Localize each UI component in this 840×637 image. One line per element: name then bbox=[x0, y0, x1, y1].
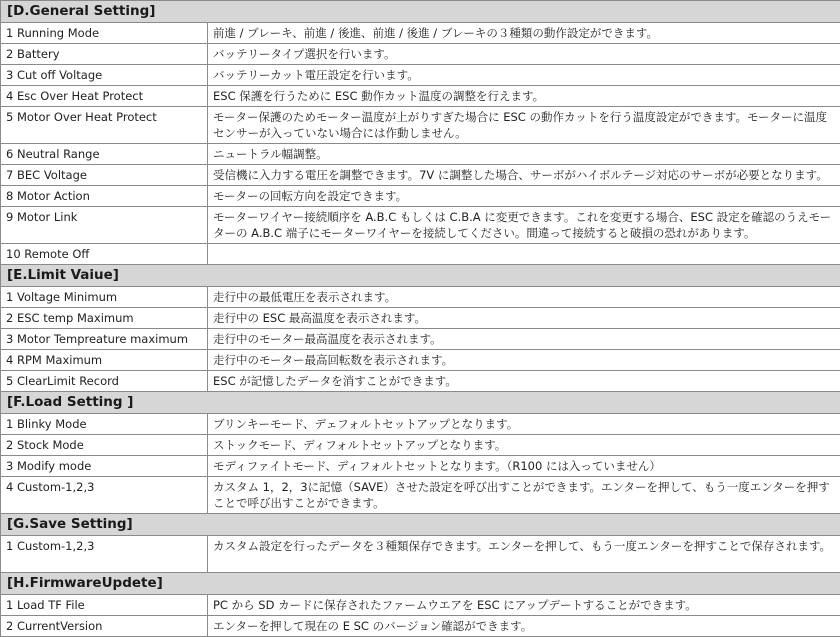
table-row bbox=[1, 477, 840, 514]
setting-description: ESC 保護を行うために ESC 動作カット温度の調整を行えます。 bbox=[208, 86, 840, 107]
table-row bbox=[1, 414, 840, 435]
setting-name: 3 Modify mode bbox=[1, 456, 208, 477]
section-title: [G.Save Setting] bbox=[1, 514, 840, 536]
setting-description: ブリンキーモード、デェフォルトセットアップとなります。 bbox=[208, 414, 840, 435]
section-header-general-setting bbox=[1, 1, 840, 23]
setting-description: モーターの回転方向を設定できます。 bbox=[208, 186, 840, 207]
setting-description: モーター保護のためモーター温度が上がりすぎた場合に ESC の動作カットを行う温度設定ができます。モーターに温度センサーが入っていない場合には作動しません。 bbox=[208, 107, 840, 144]
setting-description: 走行中の最低電圧を表示されます。 bbox=[208, 287, 840, 308]
section-title: [E.Limit Vaiue] bbox=[1, 265, 840, 287]
table-row bbox=[1, 244, 840, 265]
table-row bbox=[1, 435, 840, 456]
setting-description bbox=[208, 244, 840, 265]
section-title: [H.FirmwareUpdete] bbox=[1, 573, 840, 595]
setting-name: 9 Motor Link bbox=[1, 207, 208, 244]
setting-description: バッテリーカット電圧設定を行います。 bbox=[208, 65, 840, 86]
setting-description: モディファイトモード、ディフォルトセットとなります。（R100 には入っていません） bbox=[208, 456, 840, 477]
setting-name: 2 Battery bbox=[1, 44, 208, 65]
table-row bbox=[1, 536, 840, 573]
table-row bbox=[1, 371, 840, 392]
table-row bbox=[1, 23, 840, 44]
table-row bbox=[1, 86, 840, 107]
setting-description: バッテリータイプ選択を行います。 bbox=[208, 44, 840, 65]
table-row bbox=[1, 107, 840, 144]
setting-name: 1 Custom-1,2,3 bbox=[1, 536, 208, 573]
table-row bbox=[1, 308, 840, 329]
setting-description: 走行中のモーター最高回転数を表示されます。 bbox=[208, 350, 840, 371]
setting-name: 7 BEC Voltage bbox=[1, 165, 208, 186]
setting-name: 1 Blinky Mode bbox=[1, 414, 208, 435]
setting-description: カスタム設定を行ったデータを３種類保存できます。エンターを押して、もう一度エンターを押すことで保存されます。 bbox=[208, 536, 840, 573]
setting-name: 2 CurrentVersion bbox=[1, 616, 208, 637]
section-title: [D.General Setting] bbox=[1, 1, 840, 23]
setting-name: 8 Motor Action bbox=[1, 186, 208, 207]
table-row bbox=[1, 616, 840, 637]
setting-description: カスタム 1，2，3に記憶（SAVE）させた設定を呼び出すことができます。エンターを押して、もう一度エンターを押すことで呼び出すことができます。 bbox=[208, 477, 840, 514]
setting-description: 走行中のモーター最高温度を表示されます。 bbox=[208, 329, 840, 350]
table-row bbox=[1, 350, 840, 371]
setting-name: 4 RPM Maximum bbox=[1, 350, 208, 371]
setting-description: PC から SD カードに保存されたファームウエアを ESC にアップデートすることができます。 bbox=[208, 595, 840, 616]
table-row bbox=[1, 329, 840, 350]
setting-description: エンターを押して現在の E SC のバージョン確認ができます。 bbox=[208, 616, 840, 637]
section-header-limit-value bbox=[1, 265, 840, 287]
setting-name: 1 Load TF File bbox=[1, 595, 208, 616]
setting-name: 5 Motor Over Heat Protect bbox=[1, 107, 208, 144]
setting-description: ストックモード、ディフォルトセットアップとなります。 bbox=[208, 435, 840, 456]
setting-name: 2 Stock Mode bbox=[1, 435, 208, 456]
setting-description: 前進 / ブレーキ、前進 / 後進、前進 / 後進 / ブレーキの３種類の動作設定ができます。 bbox=[208, 23, 840, 44]
section-title: [F.Load Setting ] bbox=[1, 392, 840, 414]
table-row bbox=[1, 186, 840, 207]
setting-description: モーターワイヤー接続順序を A.B.C もしくは C.B.A に変更できます。これを変更する場合、ESC 設定を確認のうえモーターの A.B.C 端子にモーターワイヤーを接続してください。間違って接続すると破損の恐れがあります。 bbox=[208, 207, 840, 244]
setting-description: 走行中の ESC 最高温度を表示されます。 bbox=[208, 308, 840, 329]
table-row bbox=[1, 287, 840, 308]
table-row bbox=[1, 165, 840, 186]
setting-name: 5 ClearLimit Record bbox=[1, 371, 208, 392]
setting-name: 1 Voltage Minimum bbox=[1, 287, 208, 308]
table-row bbox=[1, 456, 840, 477]
setting-name: 4 Custom-1,2,3 bbox=[1, 477, 208, 514]
table-row bbox=[1, 65, 840, 86]
section-header-firmware-update bbox=[1, 573, 840, 595]
setting-name: 1 Running Mode bbox=[1, 23, 208, 44]
section-header-load-setting bbox=[1, 392, 840, 414]
setting-description: 受信機に入力する電圧を調整できます。7V に調整した場合、サーボがハイボルテージ対応のサーボが必要となります。 bbox=[208, 165, 840, 186]
setting-name: 10 Remote Off bbox=[1, 244, 208, 265]
table-row bbox=[1, 44, 840, 65]
setting-name: 3 Motor Tempreature maximum bbox=[1, 329, 208, 350]
section-header-save-setting bbox=[1, 514, 840, 536]
setting-description: ESC が記憶したデータを消すことができます。 bbox=[208, 371, 840, 392]
setting-name: 6 Neutral Range bbox=[1, 144, 208, 165]
table-row bbox=[1, 207, 840, 244]
setting-name: 2 ESC temp Maximum bbox=[1, 308, 208, 329]
table-row bbox=[1, 144, 840, 165]
setting-name: 3 Cut off Voltage bbox=[1, 65, 208, 86]
setting-description: ニュートラル幅調整。 bbox=[208, 144, 840, 165]
setting-name: 4 Esc Over Heat Protect bbox=[1, 86, 208, 107]
table-row bbox=[1, 595, 840, 616]
